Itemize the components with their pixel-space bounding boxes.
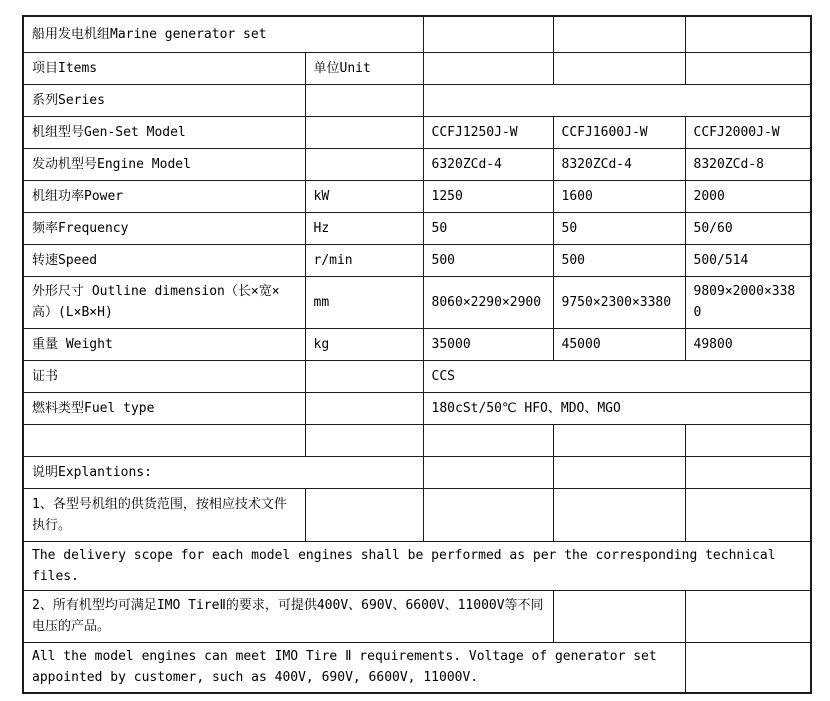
note-1-cn-cell-1 — [305, 488, 423, 541]
items-unit-header-cell-3 — [553, 52, 685, 84]
genset-model-cell-1 — [305, 116, 423, 148]
table-row-note-1-cn — [23, 488, 811, 541]
marine-generator-set-header-cell-1 — [423, 16, 553, 52]
marine-generator-set-header-cell-3 — [685, 16, 811, 52]
fuel-type-cell-0: 燃料类型Fuel type — [23, 392, 305, 424]
spec-table-body — [23, 16, 811, 693]
note-2-en-cell-0: All the model engines can meet IMO Tire Ⅱ requirements. Voltage of generator set appointed by customer, such as 400V, 690V, 6600V, 11000V. — [23, 642, 685, 693]
weight-cell-1: kg — [305, 328, 423, 360]
table-row-note-2-cn — [23, 590, 811, 642]
table-row-engine-model — [23, 148, 811, 180]
engine-model-cell-3: 8320ZCd-4 — [553, 148, 685, 180]
fuel-type-cell-1 — [305, 392, 423, 424]
engine-model-cell-2: 6320ZCd-4 — [423, 148, 553, 180]
note-1-cn-cell-0: 1、各型号机组的供货范围，按相应技术文件执行。 — [23, 488, 305, 541]
outline-dimension-cell-3: 9750×2300×3380 — [553, 276, 685, 328]
table-row-power — [23, 180, 811, 212]
certificate-cell-0: 证书 — [23, 360, 305, 392]
empty-row-cell-1 — [305, 424, 423, 456]
frequency-cell-2: 50 — [423, 212, 553, 244]
power-cell-1: kW — [305, 180, 423, 212]
table-row-speed — [23, 244, 811, 276]
certificate-cell-1 — [305, 360, 423, 392]
genset-model-cell-2: CCFJ1250J-W — [423, 116, 553, 148]
speed-cell-2: 500 — [423, 244, 553, 276]
note-2-cn-cell-0: 2、所有机型均可满足IMO TireⅡ的要求，可提供400V、690V、6600V、11000V等不同电压的产品。 — [23, 590, 553, 642]
table-row-explanations-header — [23, 456, 811, 488]
power-cell-4: 2000 — [685, 180, 811, 212]
table-row-empty-row — [23, 424, 811, 456]
weight-cell-4: 49800 — [685, 328, 811, 360]
table-row-outline-dimension — [23, 276, 811, 328]
empty-row-cell-0 — [23, 424, 305, 456]
marine-generator-spec-table — [22, 15, 812, 694]
frequency-cell-0: 频率Frequency — [23, 212, 305, 244]
explanations-header-cell-3 — [685, 456, 811, 488]
power-cell-2: 1250 — [423, 180, 553, 212]
explanations-header-cell-2 — [553, 456, 685, 488]
marine-generator-set-header-cell-0: 船用发电机组Marine generator set — [23, 16, 423, 52]
explanations-header-cell-0: 说明Explantions: — [23, 456, 423, 488]
note-1-en-cell-0: The delivery scope for each model engines shall be performed as per the corresponding technical files. — [23, 541, 811, 590]
note-2-en-cell-1 — [685, 642, 811, 693]
table-row-fuel-type — [23, 392, 811, 424]
table-row-note-2-en — [23, 642, 811, 693]
power-cell-3: 1600 — [553, 180, 685, 212]
frequency-cell-3: 50 — [553, 212, 685, 244]
series-cell-0: 系列Series — [23, 84, 305, 116]
genset-model-cell-3: CCFJ1600J-W — [553, 116, 685, 148]
table-row-items-unit-header — [23, 52, 811, 84]
empty-row-cell-2 — [423, 424, 553, 456]
engine-model-cell-0: 发动机型号Engine Model — [23, 148, 305, 180]
items-unit-header-cell-4 — [685, 52, 811, 84]
frequency-cell-4: 50/60 — [685, 212, 811, 244]
speed-cell-3: 500 — [553, 244, 685, 276]
table-row-frequency — [23, 212, 811, 244]
note-1-cn-cell-4 — [685, 488, 811, 541]
speed-cell-0: 转速Speed — [23, 244, 305, 276]
note-1-cn-cell-2 — [423, 488, 553, 541]
outline-dimension-cell-1: mm — [305, 276, 423, 328]
note-2-cn-cell-1 — [553, 590, 685, 642]
weight-cell-0: 重量 Weight — [23, 328, 305, 360]
certificate-cell-2: CCS — [423, 360, 811, 392]
explanations-header-cell-1 — [423, 456, 553, 488]
series-cell-2 — [423, 84, 811, 116]
weight-cell-2: 35000 — [423, 328, 553, 360]
speed-cell-4: 500/514 — [685, 244, 811, 276]
items-unit-header-cell-1: 单位Unit — [305, 52, 423, 84]
engine-model-cell-1 — [305, 148, 423, 180]
outline-dimension-cell-4: 9809×2000×3380 — [685, 276, 811, 328]
power-cell-0: 机组功率Power — [23, 180, 305, 212]
marine-generator-set-header-cell-2 — [553, 16, 685, 52]
table-row-weight — [23, 328, 811, 360]
genset-model-cell-4: CCFJ2000J-W — [685, 116, 811, 148]
weight-cell-3: 45000 — [553, 328, 685, 360]
table-row-certificate — [23, 360, 811, 392]
empty-row-cell-4 — [685, 424, 811, 456]
frequency-cell-1: Hz — [305, 212, 423, 244]
outline-dimension-cell-0: 外形尺寸 Outline dimension（长×宽×高）(L×B×H) — [23, 276, 305, 328]
engine-model-cell-4: 8320ZCd-8 — [685, 148, 811, 180]
items-unit-header-cell-0: 项目Items — [23, 52, 305, 84]
note-2-cn-cell-2 — [685, 590, 811, 642]
genset-model-cell-0: 机组型号Gen-Set Model — [23, 116, 305, 148]
note-1-cn-cell-3 — [553, 488, 685, 541]
empty-row-cell-3 — [553, 424, 685, 456]
items-unit-header-cell-2 — [423, 52, 553, 84]
series-cell-1 — [305, 84, 423, 116]
table-row-genset-model — [23, 116, 811, 148]
speed-cell-1: r/min — [305, 244, 423, 276]
outline-dimension-cell-2: 8060×2290×2900 — [423, 276, 553, 328]
table-row-marine-generator-set-header — [23, 16, 811, 52]
fuel-type-cell-2: 180cSt/50℃ HFO、MDO、MGO — [423, 392, 811, 424]
table-row-series — [23, 84, 811, 116]
table-row-note-1-en — [23, 541, 811, 590]
